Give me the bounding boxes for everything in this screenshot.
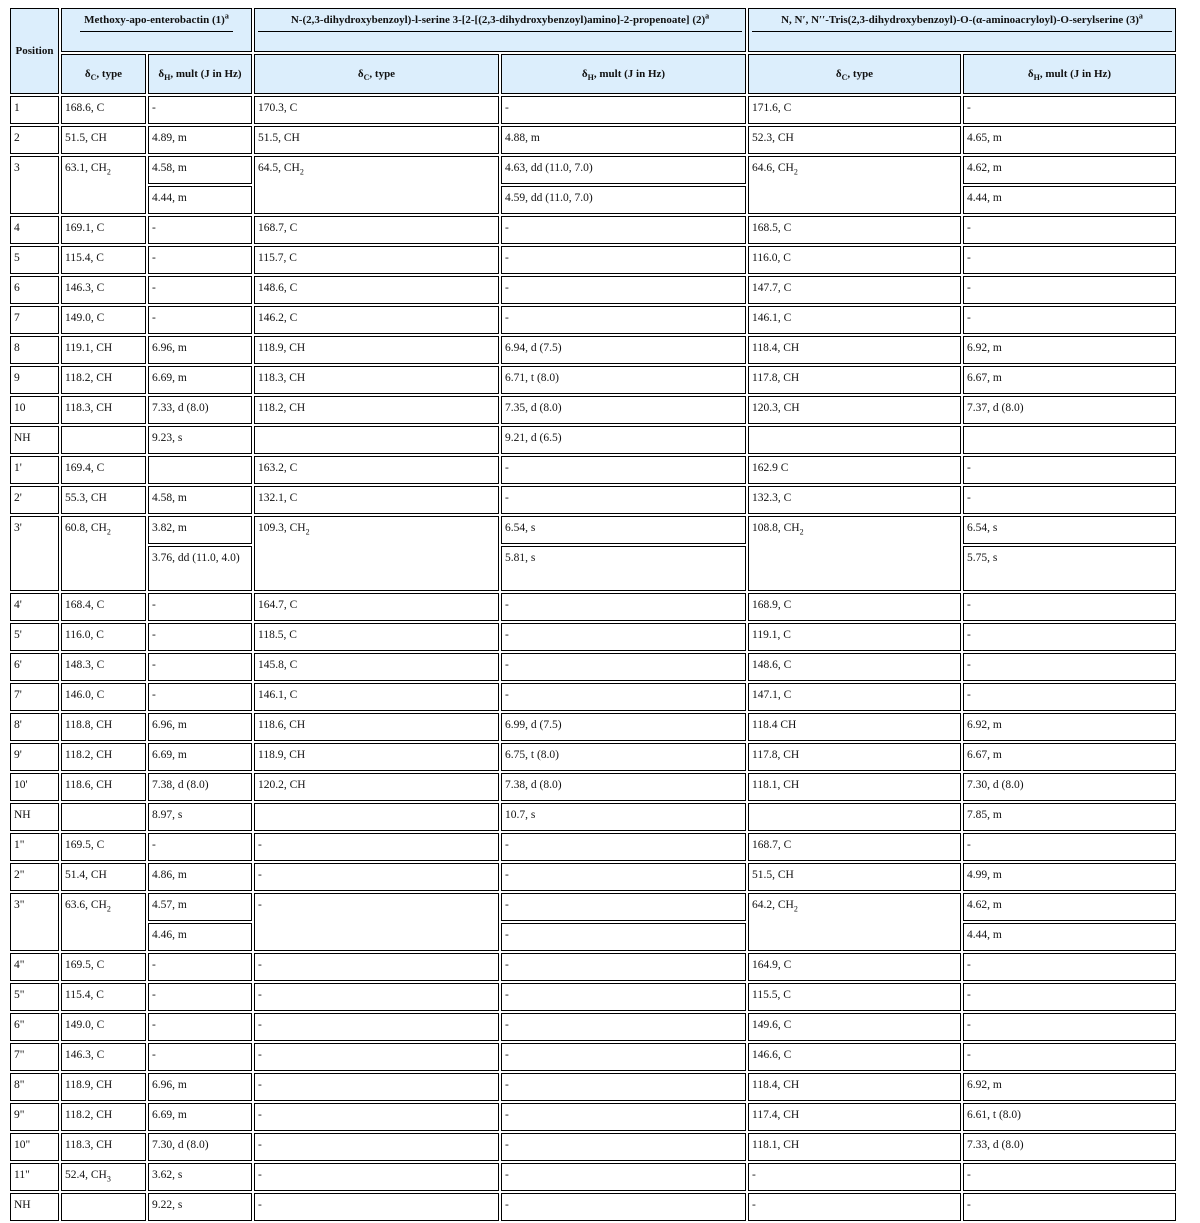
carbon-shift-cell-3: 108.8, $CH_2$: [748, 516, 961, 591]
proton-shift-cell-1: 7.30, d (8.0): [148, 1133, 252, 1161]
table-row: [10, 276, 1176, 304]
position-cell: 8": [10, 1073, 59, 1101]
proton-shift-cell-2: -: [501, 893, 746, 921]
proton-shift-cell-3: -: [963, 1013, 1176, 1041]
column-subheaders: [10, 54, 1176, 94]
nmr-table-container: [8, 6, 1178, 1223]
proton-shift-cell-2: -: [501, 306, 746, 334]
table-row: [10, 653, 1176, 681]
position-cell: 2: [10, 126, 59, 154]
table-row: [10, 306, 1176, 334]
carbon-shift-cell-1: 119.1, CH: [61, 336, 146, 364]
position-cell: 6: [10, 276, 59, 304]
table-row: [10, 743, 1176, 771]
carbon-shift-cell-2: -: [254, 893, 499, 951]
proton-shift-cell-2: 6.54, s: [501, 516, 746, 544]
proton-shift-cell-2: -: [501, 1073, 746, 1101]
table-row: [10, 593, 1176, 621]
proton-shift-cell-2: -: [501, 1163, 746, 1191]
proton-shift-cell-1: 9.23, s: [148, 426, 252, 454]
carbon-shift-cell-1: 115.4, C: [61, 246, 146, 274]
carbon-shift-cell-3: [748, 426, 961, 454]
carbon-shift-cell-3: 168.9, C: [748, 593, 961, 621]
table-row: [10, 336, 1176, 364]
carbon-shift-cell-3: 117.8, CH: [748, 743, 961, 771]
table-row: [10, 1103, 1176, 1131]
carbon-shift-cell-3: 168.5, C: [748, 216, 961, 244]
proton-shift-cell-3: -: [963, 983, 1176, 1011]
carbon-shift-cell-1: [61, 426, 146, 454]
carbon-shift-cell-1: 118.2, CH: [61, 366, 146, 394]
proton-shift-cell-2: -: [501, 593, 746, 621]
proton-shift-cell-3: -: [963, 953, 1176, 981]
position-cell: 9: [10, 366, 59, 394]
carbon-shift-cell-1: 168.6, C: [61, 96, 146, 124]
proton-shift-cell-3: 7.37, d (8.0): [963, 396, 1176, 424]
carbon-shift-cell-1: 118.8, CH: [61, 713, 146, 741]
proton-shift-header-2: $\delta_H$, mult (J in Hz): [501, 54, 746, 94]
proton-shift-cell-1: -: [148, 96, 252, 124]
carbon-shift-cell-2: 146.1, C: [254, 683, 499, 711]
carbon-shift-cell-3: 117.8, CH: [748, 366, 961, 394]
carbon-shift-cell-1: 169.5, C: [61, 953, 146, 981]
carbon-shift-cell-2: 118.2, CH: [254, 396, 499, 424]
proton-shift-cell-1: 6.69, m: [148, 1103, 252, 1131]
carbon-shift-cell-1: [61, 803, 146, 831]
proton-shift-header-3: $\delta_H$, mult (J in Hz): [963, 54, 1176, 94]
proton-shift-cell-2: 6.75, t (8.0): [501, 743, 746, 771]
carbon-shift-cell-1: 51.5, CH: [61, 126, 146, 154]
table-row: [10, 833, 1176, 861]
carbon-shift-cell-3: 115.5, C: [748, 983, 961, 1011]
carbon-shift-cell-3: 118.1, CH: [748, 1133, 961, 1161]
table-row: [10, 1193, 1176, 1221]
proton-shift-cell-1: -: [148, 833, 252, 861]
proton-shift-cell-3: -: [963, 306, 1176, 334]
proton-shift-cell-1: -: [148, 653, 252, 681]
carbon-shift-cell-2: -: [254, 1133, 499, 1161]
position-cell: 10": [10, 1133, 59, 1161]
proton-shift-cell-3: -: [963, 246, 1176, 274]
carbon-shift-cell-2: 118.3, CH: [254, 366, 499, 394]
table-row: [10, 366, 1176, 394]
proton-shift-cell-2: -: [501, 1193, 746, 1221]
carbon-shift-cell-1: 169.1, C: [61, 216, 146, 244]
proton-shift-cell-2: 10.7, s: [501, 803, 746, 831]
compound-3-header: N, N′, N′′-Tris(2,3-dihydroxybenzoyl)-O-(α-aminoacryloyl)-O-serylserine $(3)^a$: [748, 8, 1176, 52]
carbon-shift-cell-2: 120.2, CH: [254, 773, 499, 801]
position-cell: 5': [10, 623, 59, 651]
proton-shift-cell-3: 4.44, m: [963, 923, 1176, 951]
carbon-shift-cell-3: 132.3, C: [748, 486, 961, 514]
position-cell: 9': [10, 743, 59, 771]
table-row: [10, 456, 1176, 484]
carbon-shift-header-2: $\delta_C$, type: [254, 54, 499, 94]
carbon-shift-cell-1: 118.6, CH: [61, 773, 146, 801]
carbon-shift-cell-1: 52.4, $CH_3$: [61, 1163, 146, 1191]
carbon-shift-cell-2: 118.5, C: [254, 623, 499, 651]
position-cell: NH: [10, 803, 59, 831]
carbon-shift-cell-3: 51.5, CH: [748, 863, 961, 891]
carbon-shift-cell-3: 147.1, C: [748, 683, 961, 711]
position-cell: 3: [10, 156, 59, 214]
proton-shift-cell-3: 4.65, m: [963, 126, 1176, 154]
table-row: [10, 156, 1176, 184]
proton-shift-cell-3: -: [963, 683, 1176, 711]
proton-shift-cell-3: -: [963, 593, 1176, 621]
proton-shift-cell-2: -: [501, 276, 746, 304]
proton-shift-header-1: $\delta_H$, mult (J in Hz): [148, 54, 252, 94]
carbon-shift-cell-1: 148.3, C: [61, 653, 146, 681]
proton-shift-cell-2: -: [501, 1013, 746, 1041]
proton-shift-cell-1: 8.97, s: [148, 803, 252, 831]
position-cell: 7: [10, 306, 59, 334]
proton-shift-cell-1: 4.58, m: [148, 486, 252, 514]
nmr-data-table: [8, 6, 1178, 1223]
carbon-shift-cell-1: [61, 1193, 146, 1221]
carbon-shift-cell-1: 115.4, C: [61, 983, 146, 1011]
proton-shift-cell-3: 4.62, m: [963, 156, 1176, 184]
proton-shift-cell-2: -: [501, 983, 746, 1011]
proton-shift-cell-1: 4.86, m: [148, 863, 252, 891]
table-row: [10, 546, 1176, 591]
table-body: [10, 96, 1176, 1221]
carbon-shift-cell-1: 55.3, CH: [61, 486, 146, 514]
position-cell: 10: [10, 396, 59, 424]
proton-shift-cell-3: -: [963, 456, 1176, 484]
carbon-shift-cell-2: -: [254, 1163, 499, 1191]
carbon-shift-cell-1: 118.2, CH: [61, 743, 146, 771]
proton-shift-cell-3: [963, 426, 1176, 454]
proton-shift-cell-1: 3.62, s: [148, 1163, 252, 1191]
proton-shift-cell-3: -: [963, 623, 1176, 651]
carbon-shift-cell-3: 147.7, C: [748, 276, 961, 304]
carbon-shift-cell-2: -: [254, 1073, 499, 1101]
proton-shift-cell-3: -: [963, 1163, 1176, 1191]
carbon-shift-cell-1: 118.3, CH: [61, 396, 146, 424]
proton-shift-cell-2: -: [501, 1103, 746, 1131]
proton-shift-cell-1: -: [148, 1013, 252, 1041]
table-row: [10, 983, 1176, 1011]
table-row: [10, 516, 1176, 544]
carbon-shift-cell-2: [254, 803, 499, 831]
position-cell: 1": [10, 833, 59, 861]
proton-shift-cell-2: 6.71, t (8.0): [501, 366, 746, 394]
carbon-shift-cell-2: -: [254, 983, 499, 1011]
carbon-shift-cell-2: 118.9, CH: [254, 743, 499, 771]
carbon-shift-cell-1: 146.0, C: [61, 683, 146, 711]
carbon-shift-cell-3: 171.6, C: [748, 96, 961, 124]
carbon-shift-cell-1: 149.0, C: [61, 1013, 146, 1041]
position-cell: 4: [10, 216, 59, 244]
position-cell: 6': [10, 653, 59, 681]
position-header: Position: [10, 8, 59, 94]
table-row: [10, 1163, 1176, 1191]
compound-2-header: N-(2,3-dihydroxybenzoyl)-l-serine 3-[2-[(2,3-dihydroxybenzoyl)amino]-2-propenoate] $(2)^a$: [254, 8, 746, 52]
proton-shift-cell-1: -: [148, 276, 252, 304]
carbon-shift-cell-1: 63.6, $CH_2$: [61, 893, 146, 951]
table-row: [10, 923, 1176, 951]
position-cell: NH: [10, 426, 59, 454]
carbon-shift-header-1: $\delta_C$, type: [61, 54, 146, 94]
proton-shift-cell-3: 6.92, m: [963, 713, 1176, 741]
proton-shift-cell-2: -: [501, 456, 746, 484]
carbon-shift-cell-1: 63.1, $CH_2$: [61, 156, 146, 214]
carbon-shift-cell-3: 148.6, C: [748, 653, 961, 681]
proton-shift-cell-2: -: [501, 623, 746, 651]
carbon-shift-cell-2: 163.2, C: [254, 456, 499, 484]
carbon-shift-cell-2: 145.8, C: [254, 653, 499, 681]
proton-shift-cell-2: 4.63, dd (11.0, 7.0): [501, 156, 746, 184]
proton-shift-cell-3: -: [963, 1043, 1176, 1071]
position-cell: 1: [10, 96, 59, 124]
table-row: [10, 186, 1176, 214]
carbon-shift-cell-1: 118.2, CH: [61, 1103, 146, 1131]
proton-shift-cell-1: -: [148, 983, 252, 1011]
proton-shift-cell-3: 7.30, d (8.0): [963, 773, 1176, 801]
carbon-shift-cell-3: 119.1, C: [748, 623, 961, 651]
proton-shift-cell-2: 7.35, d (8.0): [501, 396, 746, 424]
table-row: [10, 953, 1176, 981]
position-cell: 10': [10, 773, 59, 801]
proton-shift-cell-2: -: [501, 653, 746, 681]
carbon-shift-cell-3: 149.6, C: [748, 1013, 961, 1041]
carbon-shift-cell-2: 118.6, CH: [254, 713, 499, 741]
proton-shift-cell-2: -: [501, 863, 746, 891]
carbon-shift-cell-2: 118.9, CH: [254, 336, 499, 364]
proton-shift-cell-1: 4.44, m: [148, 186, 252, 214]
carbon-shift-cell-1: 146.3, C: [61, 276, 146, 304]
proton-shift-cell-1: 7.38, d (8.0): [148, 773, 252, 801]
proton-shift-cell-3: 4.99, m: [963, 863, 1176, 891]
carbon-shift-cell-1: 60.8, $CH_2$: [61, 516, 146, 591]
proton-shift-cell-1: -: [148, 1043, 252, 1071]
carbon-shift-cell-1: 116.0, C: [61, 623, 146, 651]
carbon-shift-cell-3: 64.2, $CH_2$: [748, 893, 961, 951]
table-row: [10, 713, 1176, 741]
carbon-shift-cell-1: 51.4, CH: [61, 863, 146, 891]
carbon-shift-cell-3: [748, 803, 961, 831]
proton-shift-cell-2: -: [501, 96, 746, 124]
proton-shift-cell-1: [148, 456, 252, 484]
proton-shift-cell-2: 7.38, d (8.0): [501, 773, 746, 801]
table-row: [10, 1013, 1176, 1041]
carbon-shift-cell-3: 118.4, CH: [748, 1073, 961, 1101]
table-row: [10, 893, 1176, 921]
carbon-shift-cell-3: -: [748, 1163, 961, 1191]
table-row: [10, 216, 1176, 244]
proton-shift-cell-1: -: [148, 246, 252, 274]
table-row: [10, 683, 1176, 711]
carbon-shift-cell-2: 115.7, C: [254, 246, 499, 274]
proton-shift-cell-1: -: [148, 593, 252, 621]
table-row: [10, 126, 1176, 154]
carbon-shift-cell-1: 118.3, CH: [61, 1133, 146, 1161]
proton-shift-cell-3: -: [963, 1193, 1176, 1221]
position-cell: 2": [10, 863, 59, 891]
carbon-shift-cell-1: 169.4, C: [61, 456, 146, 484]
carbon-shift-cell-1: 149.0, C: [61, 306, 146, 334]
compound-1-header: Methoxy-apo-enterobactin $(1)^a$: [61, 8, 252, 52]
proton-shift-cell-2: 5.81, s: [501, 546, 746, 591]
carbon-shift-cell-2: -: [254, 833, 499, 861]
position-cell: 4': [10, 593, 59, 621]
carbon-shift-cell-3: 118.4, CH: [748, 336, 961, 364]
proton-shift-cell-2: -: [501, 486, 746, 514]
proton-shift-cell-3: 6.67, m: [963, 743, 1176, 771]
proton-shift-cell-1: -: [148, 953, 252, 981]
position-cell: 7': [10, 683, 59, 711]
carbon-shift-cell-3: 146.1, C: [748, 306, 961, 334]
carbon-shift-cell-3: 164.9, C: [748, 953, 961, 981]
position-cell: NH: [10, 1193, 59, 1221]
carbon-shift-cell-3: -: [748, 1193, 961, 1221]
carbon-shift-cell-2: 148.6, C: [254, 276, 499, 304]
proton-shift-cell-2: -: [501, 1043, 746, 1071]
position-cell: 11": [10, 1163, 59, 1191]
proton-shift-cell-3: 6.92, m: [963, 1073, 1176, 1101]
table-row: [10, 803, 1176, 831]
proton-shift-cell-1: 3.76, dd (11.0, 4.0): [148, 546, 252, 591]
position-cell: 7": [10, 1043, 59, 1071]
proton-shift-cell-2: -: [501, 833, 746, 861]
carbon-shift-cell-3: 64.6, $CH_2$: [748, 156, 961, 214]
proton-shift-cell-3: 7.85, m: [963, 803, 1176, 831]
carbon-shift-cell-2: -: [254, 863, 499, 891]
carbon-shift-cell-1: 146.3, C: [61, 1043, 146, 1071]
proton-shift-cell-2: 4.59, dd (11.0, 7.0): [501, 186, 746, 214]
proton-shift-cell-1: 6.69, m: [148, 743, 252, 771]
proton-shift-cell-1: 4.58, m: [148, 156, 252, 184]
position-cell: 1': [10, 456, 59, 484]
carbon-shift-cell-2: -: [254, 1013, 499, 1041]
proton-shift-cell-1: 6.96, m: [148, 713, 252, 741]
proton-shift-cell-3: -: [963, 833, 1176, 861]
proton-shift-cell-1: 6.96, m: [148, 1073, 252, 1101]
table-row: [10, 863, 1176, 891]
proton-shift-cell-1: 3.82, m: [148, 516, 252, 544]
proton-shift-cell-2: -: [501, 923, 746, 951]
carbon-shift-cell-2: 146.2, C: [254, 306, 499, 334]
proton-shift-cell-1: -: [148, 216, 252, 244]
table-row: [10, 1073, 1176, 1101]
proton-shift-cell-3: -: [963, 276, 1176, 304]
proton-shift-cell-2: -: [501, 246, 746, 274]
proton-shift-cell-1: 7.33, d (8.0): [148, 396, 252, 424]
position-cell: 2': [10, 486, 59, 514]
proton-shift-cell-3: 6.67, m: [963, 366, 1176, 394]
position-cell: 3": [10, 893, 59, 951]
proton-shift-cell-3: -: [963, 96, 1176, 124]
table-row: [10, 1043, 1176, 1071]
proton-shift-cell-3: -: [963, 486, 1176, 514]
carbon-shift-cell-3: 52.3, CH: [748, 126, 961, 154]
position-cell: 3': [10, 516, 59, 591]
table-row: [10, 96, 1176, 124]
carbon-shift-cell-2: -: [254, 1043, 499, 1071]
proton-shift-cell-3: 6.61, t (8.0): [963, 1103, 1176, 1131]
proton-shift-cell-1: 9.22, s: [148, 1193, 252, 1221]
carbon-shift-cell-3: 118.1, CH: [748, 773, 961, 801]
proton-shift-cell-2: -: [501, 953, 746, 981]
carbon-shift-header-3: $\delta_C$, type: [748, 54, 961, 94]
carbon-shift-cell-1: 169.5, C: [61, 833, 146, 861]
carbon-shift-cell-3: 146.6, C: [748, 1043, 961, 1071]
carbon-shift-cell-1: 168.4, C: [61, 593, 146, 621]
proton-shift-cell-3: 4.44, m: [963, 186, 1176, 214]
proton-shift-cell-2: 4.88, m: [501, 126, 746, 154]
proton-shift-cell-1: 6.96, m: [148, 336, 252, 364]
proton-shift-cell-1: -: [148, 683, 252, 711]
carbon-shift-cell-3: 116.0, C: [748, 246, 961, 274]
carbon-shift-cell-2: 168.7, C: [254, 216, 499, 244]
carbon-shift-cell-2: -: [254, 1193, 499, 1221]
carbon-shift-cell-2: 109.3, $CH_2$: [254, 516, 499, 591]
table-row: [10, 1133, 1176, 1161]
position-cell: 8': [10, 713, 59, 741]
table-row: [10, 623, 1176, 651]
carbon-shift-cell-2: [254, 426, 499, 454]
proton-shift-cell-2: 6.94, d (7.5): [501, 336, 746, 364]
proton-shift-cell-2: 9.21, d (6.5): [501, 426, 746, 454]
position-cell: 5: [10, 246, 59, 274]
proton-shift-cell-1: 4.57, m: [148, 893, 252, 921]
proton-shift-cell-2: 6.99, d (7.5): [501, 713, 746, 741]
proton-shift-cell-1: 4.46, m: [148, 923, 252, 951]
proton-shift-cell-2: -: [501, 1133, 746, 1161]
position-cell: 9": [10, 1103, 59, 1131]
carbon-shift-cell-1: 118.9, CH: [61, 1073, 146, 1101]
carbon-shift-cell-3: 120.3, CH: [748, 396, 961, 424]
position-cell: 6": [10, 1013, 59, 1041]
proton-shift-cell-2: -: [501, 216, 746, 244]
carbon-shift-cell-3: 168.7, C: [748, 833, 961, 861]
position-cell: 5": [10, 983, 59, 1011]
carbon-shift-cell-2: -: [254, 1103, 499, 1131]
proton-shift-cell-3: 5.75, s: [963, 546, 1176, 591]
table-row: [10, 426, 1176, 454]
proton-shift-cell-1: -: [148, 306, 252, 334]
carbon-shift-cell-3: 162.9 C: [748, 456, 961, 484]
proton-shift-cell-3: -: [963, 216, 1176, 244]
carbon-shift-cell-3: 117.4, CH: [748, 1103, 961, 1131]
proton-shift-cell-3: 4.62, m: [963, 893, 1176, 921]
table-row: [10, 773, 1176, 801]
table-row: [10, 396, 1176, 424]
carbon-shift-cell-2: 51.5, CH: [254, 126, 499, 154]
carbon-shift-cell-2: -: [254, 953, 499, 981]
proton-shift-cell-3: 6.54, s: [963, 516, 1176, 544]
table-row: [10, 486, 1176, 514]
proton-shift-cell-2: -: [501, 683, 746, 711]
carbon-shift-cell-2: 132.1, C: [254, 486, 499, 514]
carbon-shift-cell-2: 170.3, C: [254, 96, 499, 124]
proton-shift-cell-3: 7.33, d (8.0): [963, 1133, 1176, 1161]
position-cell: 8: [10, 336, 59, 364]
proton-shift-cell-1: 6.69, m: [148, 366, 252, 394]
proton-shift-cell-3: -: [963, 653, 1176, 681]
position-cell: 4": [10, 953, 59, 981]
proton-shift-cell-1: 4.89, m: [148, 126, 252, 154]
table-row: [10, 246, 1176, 274]
carbon-shift-cell-2: 64.5, $CH_2$: [254, 156, 499, 214]
carbon-shift-cell-3: 118.4 CH: [748, 713, 961, 741]
proton-shift-cell-3: 6.92, m: [963, 336, 1176, 364]
carbon-shift-cell-2: 164.7, C: [254, 593, 499, 621]
proton-shift-cell-1: -: [148, 623, 252, 651]
